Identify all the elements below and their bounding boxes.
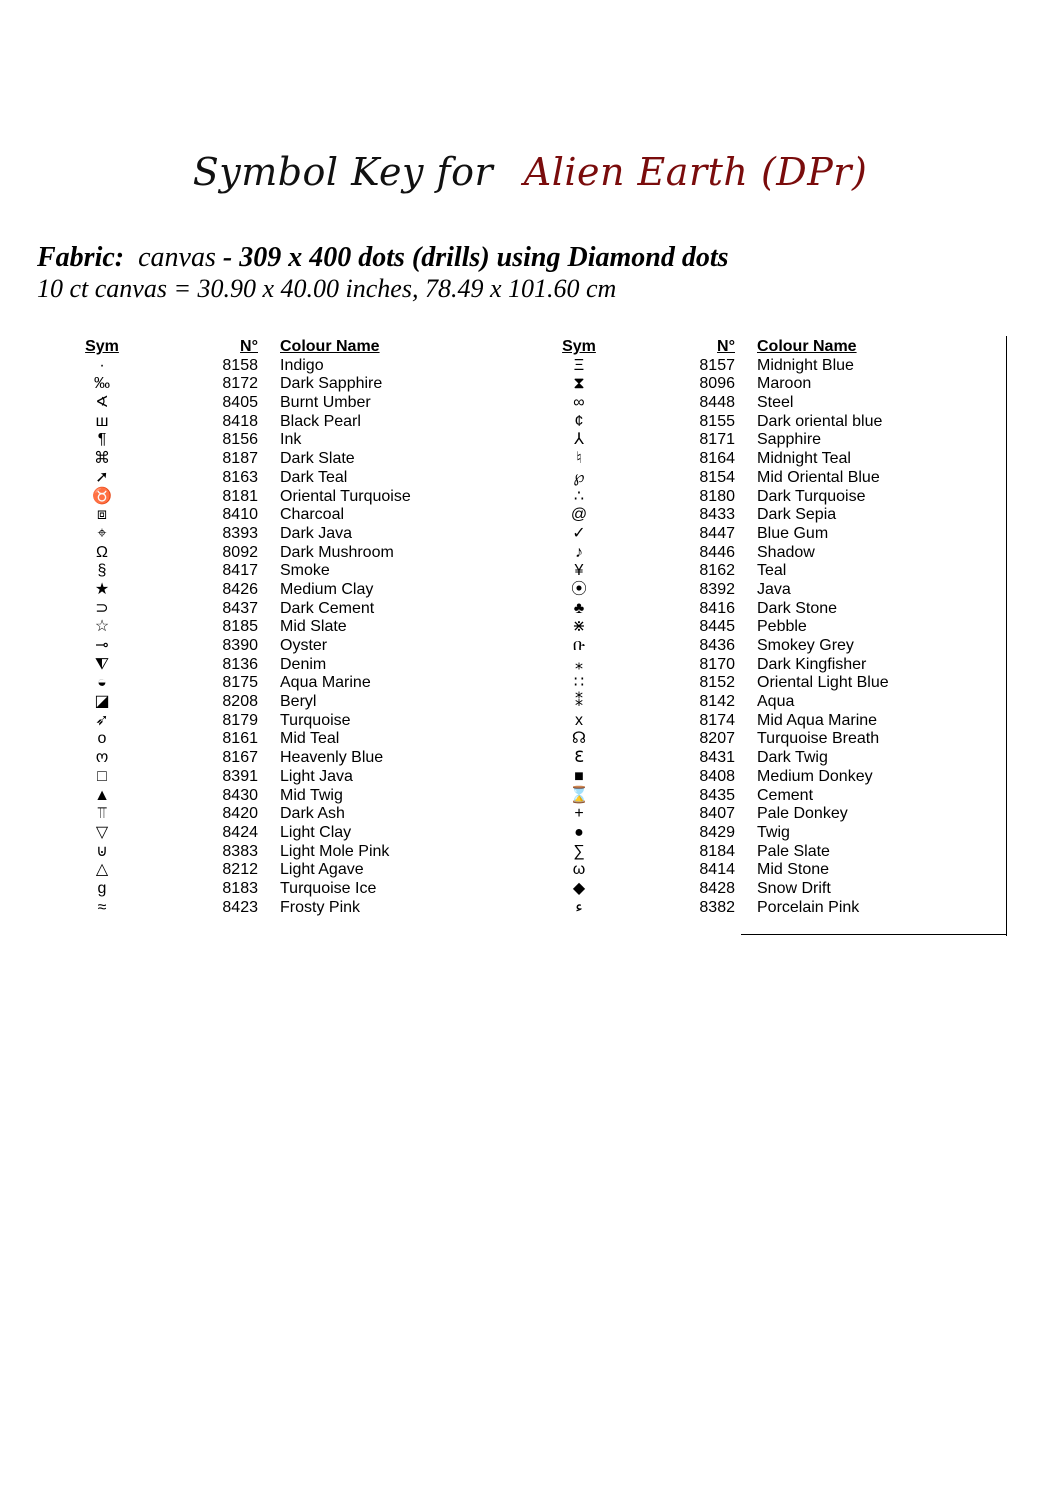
symbol-cell: ‰ bbox=[94, 375, 110, 393]
number-cell: 8435 bbox=[699, 786, 735, 804]
colour-name-cell: Mid Stone bbox=[757, 861, 830, 879]
colour-name-cell: Medium Donkey bbox=[757, 767, 873, 785]
table-row bbox=[537, 488, 1007, 507]
number-cell: 8408 bbox=[699, 767, 735, 785]
symbol-cell: ∞ bbox=[573, 394, 585, 412]
symbol-cell: ∷ bbox=[573, 674, 585, 692]
page-title bbox=[0, 150, 1060, 194]
colour-name-cell: Dark Sapphire bbox=[280, 375, 383, 393]
symbol-key-left-table bbox=[60, 338, 530, 917]
symbol-key-right-table bbox=[537, 338, 1007, 917]
table-row bbox=[60, 357, 530, 376]
number-cell: 8175 bbox=[222, 674, 258, 692]
table-row bbox=[60, 488, 530, 507]
symbol-cell: ➚ bbox=[95, 468, 109, 486]
symbol-cell: ➶ bbox=[95, 711, 109, 729]
symbol-cell: x bbox=[575, 711, 583, 729]
colour-name-cell: Dark Stone bbox=[757, 599, 838, 617]
colour-name-cell: Smoke bbox=[280, 562, 330, 580]
colour-name-cell: Dark Twig bbox=[757, 749, 828, 767]
table-row bbox=[537, 899, 1007, 918]
number-cell: 8417 bbox=[222, 562, 258, 580]
number-cell: 8155 bbox=[699, 412, 735, 430]
colour-name-cell: Steel bbox=[757, 394, 794, 412]
table-row bbox=[537, 805, 1007, 824]
table-row bbox=[537, 656, 1007, 675]
table-row bbox=[60, 600, 530, 619]
colour-name-cell: Medium Clay bbox=[280, 580, 374, 598]
colour-name-cell: Dark Slate bbox=[280, 450, 355, 468]
table-row bbox=[537, 562, 1007, 581]
colour-name-cell: Maroon bbox=[757, 375, 812, 393]
table-row bbox=[60, 618, 530, 637]
number-cell: 8096 bbox=[699, 375, 735, 393]
table-row bbox=[60, 768, 530, 787]
colour-name-cell: Mid Oriental Blue bbox=[757, 468, 880, 486]
table-row bbox=[60, 469, 530, 488]
table-row bbox=[537, 431, 1007, 450]
table-row bbox=[537, 712, 1007, 731]
symbol-cell: ♮ bbox=[576, 450, 582, 468]
number-cell: 8447 bbox=[699, 524, 735, 542]
colour-name-cell: Java bbox=[757, 580, 791, 598]
symbol-cell: ო bbox=[95, 749, 109, 767]
symbol-cell: ⌖ bbox=[97, 524, 107, 542]
symbol-cell: ⧈ bbox=[96, 506, 108, 524]
fabric-dimensions: - 309 x 400 dots (drills) using Diamond dots bbox=[222, 242, 729, 273]
number-cell: 8383 bbox=[222, 842, 258, 860]
number-cell: 8428 bbox=[699, 879, 735, 897]
colour-name-cell: Pale Slate bbox=[757, 842, 830, 860]
table-row bbox=[60, 450, 530, 469]
number-cell: 8162 bbox=[699, 562, 735, 580]
symbol-cell: ¢ bbox=[574, 412, 584, 430]
colour-name-cell: Oyster bbox=[280, 637, 328, 654]
number-cell: 8136 bbox=[222, 655, 258, 673]
number-cell: 8184 bbox=[699, 842, 735, 860]
symbol-cell: ⁑ bbox=[575, 693, 583, 711]
symbol-cell: ⊃ bbox=[95, 599, 109, 617]
colour-name-cell: Light Agave bbox=[280, 861, 364, 879]
symbol-cell: ⅄ bbox=[574, 431, 584, 449]
number-cell: 8154 bbox=[699, 468, 735, 486]
number-cell: 8157 bbox=[699, 356, 735, 374]
symbol-cell: ء bbox=[575, 898, 583, 916]
number-cell: 8208 bbox=[222, 693, 258, 711]
table-row bbox=[60, 525, 530, 544]
table-row bbox=[60, 861, 530, 880]
colour-name-cell: Beryl bbox=[280, 693, 317, 711]
table-row bbox=[60, 880, 530, 899]
table-row bbox=[537, 749, 1007, 768]
symbol-cell: ⊍ bbox=[96, 842, 108, 860]
table-row bbox=[537, 581, 1007, 600]
symbol-cell: ⁎ bbox=[575, 655, 583, 673]
symbol-cell: ℇ bbox=[574, 749, 584, 767]
symbol-cell: ℘ bbox=[573, 468, 585, 486]
number-cell: 8212 bbox=[222, 861, 258, 879]
table-row bbox=[60, 544, 530, 563]
number-cell: 8152 bbox=[699, 674, 735, 692]
symbol-cell: ⧗ bbox=[573, 375, 585, 393]
symbol-cell: ⧨ bbox=[94, 655, 110, 673]
table-row bbox=[60, 431, 530, 450]
table-row bbox=[537, 824, 1007, 843]
table-row bbox=[60, 581, 530, 600]
colour-name-cell: Pebble bbox=[757, 618, 807, 636]
colour-name-cell: Black Pearl bbox=[280, 412, 361, 430]
colour-name-cell: Aqua Marine bbox=[280, 674, 371, 692]
colour-name-cell: Dark Mushroom bbox=[280, 543, 394, 561]
symbol-cell: ■ bbox=[574, 767, 584, 785]
table-row bbox=[60, 674, 530, 693]
symbol-cell: ⊸ bbox=[95, 637, 109, 654]
table-row bbox=[537, 618, 1007, 637]
number-cell: 8418 bbox=[222, 412, 258, 430]
table-row bbox=[537, 506, 1007, 525]
table-row bbox=[60, 712, 530, 731]
table-row bbox=[60, 562, 530, 581]
symbol-cell: + bbox=[574, 805, 584, 823]
symbol-cell: ♪ bbox=[575, 543, 583, 561]
number-cell: 8390 bbox=[222, 637, 258, 654]
number-cell: 8187 bbox=[222, 450, 258, 468]
symbol-cell: ⌛ bbox=[569, 786, 589, 804]
colour-name-cell: Oriental Turquoise bbox=[280, 487, 411, 505]
number-cell: 8207 bbox=[699, 730, 735, 748]
number-cell: 8416 bbox=[699, 599, 735, 617]
table-row bbox=[537, 768, 1007, 787]
symbol-cell: · bbox=[99, 356, 105, 374]
number-cell: 8405 bbox=[222, 394, 258, 412]
number-cell: 8142 bbox=[699, 693, 735, 711]
colour-name-cell: Pale Donkey bbox=[757, 805, 848, 823]
colour-name-cell: Light Clay bbox=[280, 823, 352, 841]
table-row bbox=[537, 730, 1007, 749]
number-cell: 8392 bbox=[699, 580, 735, 598]
colour-name-cell: Turquoise Breath bbox=[757, 730, 880, 748]
colour-name-cell: Porcelain Pink bbox=[757, 898, 860, 916]
table-row bbox=[537, 843, 1007, 862]
colour-name-cell: Denim bbox=[280, 655, 327, 673]
number-cell: 8391 bbox=[222, 767, 258, 785]
colour-name-cell: Teal bbox=[757, 562, 787, 580]
table-row bbox=[537, 693, 1007, 712]
colour-name-cell: Midnight Blue bbox=[757, 356, 854, 374]
colour-name-header: Colour Name bbox=[280, 338, 380, 355]
number-cell: 8181 bbox=[222, 487, 258, 505]
table-row bbox=[537, 357, 1007, 376]
number-cell: 8167 bbox=[222, 749, 258, 767]
symbol-cell: ♉ bbox=[92, 487, 112, 505]
number-header: N° bbox=[717, 338, 735, 355]
colour-name-cell: Dark oriental blue bbox=[757, 412, 883, 430]
number-cell: 8446 bbox=[699, 543, 735, 561]
colour-name-cell: Dark Turquoise bbox=[757, 487, 866, 505]
colour-name-cell: Blue Gum bbox=[757, 524, 829, 542]
table-row bbox=[537, 450, 1007, 469]
number-cell: 8420 bbox=[222, 805, 258, 823]
symbol-cell: Ω bbox=[96, 543, 108, 561]
table-header bbox=[537, 338, 1007, 357]
symbol-cell: ⋇ bbox=[572, 618, 586, 636]
colour-name-cell: Smokey Grey bbox=[757, 637, 854, 654]
fabric-material: canvas bbox=[138, 242, 216, 273]
symbol-cell: § bbox=[97, 562, 107, 580]
table-row bbox=[60, 824, 530, 843]
table-row bbox=[537, 674, 1007, 693]
symbol-cell: ☊ bbox=[571, 730, 587, 748]
table-row bbox=[537, 525, 1007, 544]
number-cell: 8158 bbox=[222, 356, 258, 374]
colour-name-cell: Frosty Pink bbox=[280, 898, 361, 916]
colour-name-cell: Mid Twig bbox=[280, 786, 343, 804]
table-row bbox=[60, 749, 530, 768]
number-cell: 8424 bbox=[222, 823, 258, 841]
symbol-cell: ¶ bbox=[97, 431, 107, 449]
symbol-cell: Ξ bbox=[573, 356, 585, 374]
symbol-cell: ∴ bbox=[573, 487, 585, 505]
colour-name-cell: Oriental Light Blue bbox=[757, 674, 889, 692]
number-cell: 8161 bbox=[222, 730, 258, 748]
colour-name-cell: Indigo bbox=[280, 356, 324, 374]
colour-name-header: Colour Name bbox=[757, 338, 857, 355]
sym-header: Sym bbox=[85, 338, 119, 355]
colour-name-cell: Turquoise Ice bbox=[280, 879, 377, 897]
symbol-cell: ш bbox=[95, 412, 109, 430]
symbol-cell: ¥ bbox=[574, 562, 584, 580]
number-cell: 8172 bbox=[222, 375, 258, 393]
number-cell: 8426 bbox=[222, 580, 258, 598]
colour-name-cell: Midnight Teal bbox=[757, 450, 851, 468]
symbol-cell: g bbox=[97, 879, 107, 897]
table-row bbox=[537, 787, 1007, 806]
colour-name-cell: Shadow bbox=[757, 543, 815, 561]
number-cell: 8170 bbox=[699, 655, 735, 673]
symbol-cell: ∑ bbox=[573, 842, 585, 860]
table-border-bottom bbox=[741, 934, 1007, 935]
symbol-cell: ⫪ bbox=[97, 805, 107, 823]
symbol-cell: ▲ bbox=[94, 786, 110, 804]
table-row bbox=[60, 693, 530, 712]
table-row bbox=[60, 375, 530, 394]
symbol-cell: ◒ bbox=[97, 674, 107, 692]
number-cell: 8171 bbox=[699, 431, 735, 449]
colour-name-cell: Dark Java bbox=[280, 524, 353, 542]
symbol-cell: ♣ bbox=[573, 599, 585, 617]
colour-name-cell: Snow Drift bbox=[757, 879, 831, 897]
number-header: N° bbox=[240, 338, 258, 355]
number-cell: 8393 bbox=[222, 524, 258, 542]
colour-name-cell: Heavenly Blue bbox=[280, 749, 384, 767]
number-cell: 8445 bbox=[699, 618, 735, 636]
symbol-cell: ቡ bbox=[572, 637, 586, 654]
symbol-cell: ✓ bbox=[572, 524, 586, 542]
symbol-cell: ▽ bbox=[95, 823, 109, 841]
symbol-cell: □ bbox=[97, 767, 107, 785]
colour-name-cell: Mid Slate bbox=[280, 618, 347, 636]
table-row bbox=[60, 787, 530, 806]
symbol-cell: ★ bbox=[94, 580, 110, 598]
number-cell: 8180 bbox=[699, 487, 735, 505]
table-row bbox=[60, 506, 530, 525]
colour-name-cell: Ink bbox=[280, 431, 302, 449]
number-cell: 8423 bbox=[222, 898, 258, 916]
number-cell: 8429 bbox=[699, 823, 735, 841]
table-row bbox=[537, 469, 1007, 488]
number-cell: 8174 bbox=[699, 711, 735, 729]
symbol-cell: ∢ bbox=[95, 394, 109, 412]
canvas-size-info: 10 ct canvas = 30.90 x 40.00 inches, 78.49 x 101.60 cm bbox=[37, 274, 617, 303]
number-cell: 8431 bbox=[699, 749, 735, 767]
fabric-info bbox=[37, 242, 729, 274]
number-cell: 8433 bbox=[699, 506, 735, 524]
number-cell: 8407 bbox=[699, 805, 735, 823]
symbol-cell: ◪ bbox=[94, 693, 110, 711]
colour-name-cell: Sapphire bbox=[757, 431, 822, 449]
number-cell: 8156 bbox=[222, 431, 258, 449]
table-row bbox=[60, 637, 530, 656]
number-cell: 8183 bbox=[222, 879, 258, 897]
table-row bbox=[537, 600, 1007, 619]
colour-name-cell: Cement bbox=[757, 786, 814, 804]
colour-name-cell: Charcoal bbox=[280, 506, 345, 524]
colour-name-cell: Mid Aqua Marine bbox=[757, 711, 878, 729]
colour-name-cell: Dark Teal bbox=[280, 468, 348, 486]
number-cell: 8164 bbox=[699, 450, 735, 468]
table-row bbox=[60, 656, 530, 675]
symbol-cell: ● bbox=[574, 823, 584, 841]
table-row bbox=[537, 375, 1007, 394]
number-cell: 8430 bbox=[222, 786, 258, 804]
symbol-cell: ◆ bbox=[572, 879, 586, 897]
symbol-cell: @ bbox=[570, 506, 588, 524]
sym-header: Sym bbox=[562, 338, 596, 355]
pattern-name: Alien Earth (DPr) bbox=[523, 150, 868, 194]
number-cell: 8436 bbox=[699, 637, 735, 654]
table-row bbox=[60, 899, 530, 918]
table-row bbox=[60, 730, 530, 749]
colour-name-cell: Burnt Umber bbox=[280, 394, 371, 412]
number-cell: 8185 bbox=[222, 618, 258, 636]
colour-name-cell: Dark Ash bbox=[280, 805, 345, 823]
table-row bbox=[537, 637, 1007, 656]
colour-name-cell: Dark Sepia bbox=[757, 506, 837, 524]
table-row bbox=[537, 394, 1007, 413]
table-row bbox=[537, 880, 1007, 899]
table-border-right bbox=[1006, 336, 1007, 936]
symbol-cell: ⦿ bbox=[570, 580, 587, 598]
table-row bbox=[537, 413, 1007, 432]
number-cell: 8382 bbox=[699, 898, 735, 916]
number-cell: 8437 bbox=[222, 599, 258, 617]
symbol-cell: o bbox=[97, 730, 107, 748]
symbol-cell: ω bbox=[572, 861, 586, 879]
table-header bbox=[60, 338, 530, 357]
table-row bbox=[60, 805, 530, 824]
symbol-cell: ≈ bbox=[97, 898, 107, 916]
table-row bbox=[537, 544, 1007, 563]
table-row bbox=[60, 394, 530, 413]
colour-name-cell: Turquoise bbox=[280, 711, 351, 729]
symbol-cell: ⌘ bbox=[94, 450, 110, 468]
fabric-label: Fabric: bbox=[37, 242, 125, 273]
colour-name-cell: Twig bbox=[757, 823, 790, 841]
number-cell: 8092 bbox=[222, 543, 258, 561]
colour-name-cell: Mid Teal bbox=[280, 730, 340, 748]
colour-name-cell: Aqua bbox=[757, 693, 795, 711]
title-prefix: Symbol Key for bbox=[192, 150, 494, 194]
table-row bbox=[537, 861, 1007, 880]
number-cell: 8410 bbox=[222, 506, 258, 524]
colour-name-cell: Dark Cement bbox=[280, 599, 375, 617]
number-cell: 8448 bbox=[699, 394, 735, 412]
table-row bbox=[60, 413, 530, 432]
number-cell: 8163 bbox=[222, 468, 258, 486]
symbol-cell: △ bbox=[95, 861, 109, 879]
number-cell: 8414 bbox=[699, 861, 735, 879]
symbol-cell: ☆ bbox=[94, 618, 110, 636]
colour-name-cell: Light Mole Pink bbox=[280, 842, 390, 860]
number-cell: 8179 bbox=[222, 711, 258, 729]
colour-name-cell: Dark Kingfisher bbox=[757, 655, 867, 673]
colour-name-cell: Light Java bbox=[280, 767, 353, 785]
table-row bbox=[60, 843, 530, 862]
